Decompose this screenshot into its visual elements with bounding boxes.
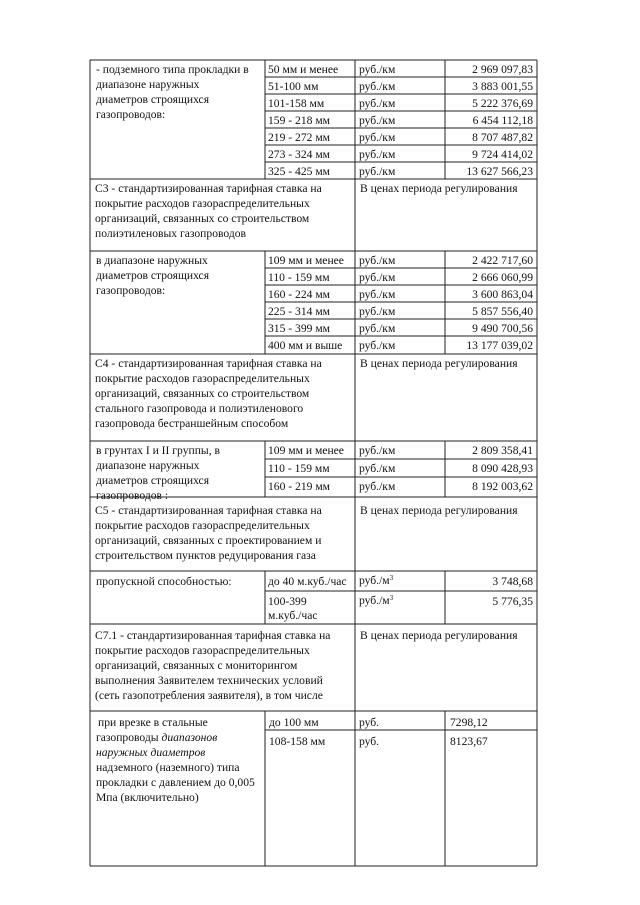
title-line: покрытие расходов газораспределительных [95, 644, 310, 657]
unit-cell: руб./км [359, 63, 396, 76]
diameter-cell: 109 мм и менее [268, 444, 344, 457]
diameter-cell: 225 - 314 мм [268, 305, 331, 318]
label-line: диаметров строящихся [96, 269, 210, 282]
unit-cell: руб. [359, 735, 380, 748]
diameter-cell: 101-158 мм [268, 97, 325, 110]
unit-cell [359, 573, 393, 588]
label-line: при врезке в стальные [98, 716, 208, 729]
unit-cell: руб. [359, 716, 380, 729]
diameter-cell: до 100 мм [269, 716, 319, 729]
diameter-cell: 159 - 218 мм [268, 114, 331, 127]
unit-base: руб./м [359, 574, 390, 587]
label-line [96, 730, 217, 745]
unit-cell: руб./км [359, 288, 396, 301]
c5-label: пропускной способностью: [96, 575, 232, 588]
title-line: С5 - стандартизированная тарифная ставка на [95, 504, 322, 517]
label-line: диапазоне наружных [96, 78, 200, 91]
value-cell: 2 809 358,41 [472, 444, 533, 457]
diameter-cell: 325 - 425 мм [268, 165, 331, 178]
diameter-cell: 50 мм и менее [268, 63, 339, 76]
value-cell: 5 857 556,40 [472, 305, 533, 318]
diameter-cell: 110 - 159 мм [268, 462, 330, 475]
label-line: Мпа (включительно) [96, 791, 199, 804]
label-line: прокладки с давлением до 0,005 [96, 776, 255, 789]
unit-cell: руб./км [359, 97, 396, 110]
value-cell: 2 969 097,83 [472, 63, 533, 76]
value-cell: 8 707 487,82 [472, 131, 533, 144]
label-line: в диапазоне наружных [96, 254, 208, 267]
unit-cell: руб./км [359, 271, 396, 284]
unit-cell: руб./км [359, 305, 396, 318]
diameter-cell: 110 - 159 мм [268, 271, 330, 284]
label-line: газопроводов : [96, 489, 169, 502]
diameter-cell: 400 мм и выше [268, 339, 343, 352]
title-line: С3 - стандартизированная тарифная ставка на [95, 182, 322, 195]
label-text-italic: диапазонов [158, 731, 218, 744]
unit-cell: руб./км [359, 462, 396, 475]
c71-price-note: В ценах периода регулирования [360, 629, 518, 642]
title-line: С4 - стандартизированная тарифная ставка на [95, 357, 322, 370]
unit-superscript: 3 [389, 574, 394, 582]
value-cell: 5 222 376,69 [472, 97, 533, 110]
unit-cell: руб./км [359, 480, 396, 493]
label-line: диаметров строящихся [96, 474, 210, 487]
diameter-cell: 160 - 219 мм [268, 480, 331, 493]
c4-price-note: В ценах периода регулирования [360, 357, 518, 370]
diameter-cell: 109 мм и менее [268, 254, 344, 267]
label-line: газопроводов: [96, 108, 166, 121]
value-cell: 13 627 566,23 [466, 165, 533, 178]
unit-cell: руб./км [359, 444, 396, 457]
value-cell: 9 490 700,56 [472, 322, 533, 335]
title-line: покрытие расходов газораспределительных [95, 197, 310, 210]
title-line: строительством пунктов редуцирования газа [95, 549, 316, 562]
diameter-cell: 160 - 224 мм [268, 288, 331, 301]
value-cell: 2 666 060,99 [472, 271, 533, 284]
value-cell: 8123,67 [450, 735, 488, 748]
value-cell: 6 454 112,18 [472, 114, 533, 127]
title-line: газопровода бестраншейным способом [95, 417, 289, 430]
capacity-cell: 100-399 [268, 595, 307, 608]
unit-cell: руб./км [359, 339, 396, 352]
unit-cell: руб./км [359, 165, 396, 178]
label-line: наружных диаметров [96, 746, 206, 759]
title-line: покрытие расходов газораспределительных [95, 519, 310, 532]
title-line: организаций, связанных с мониторингом [95, 659, 298, 672]
capacity-cell: м.куб./час [268, 609, 318, 622]
unit-cell: руб./км [359, 254, 396, 267]
unit-cell: руб./км [359, 80, 396, 93]
title-line: С7.1 - стандартизированная тарифная ставка на [95, 629, 331, 642]
title-line: стального газопровода и полиэтиленового [95, 402, 304, 415]
title-line: организаций, связанных с проектированием и [95, 534, 322, 547]
unit-cell [359, 593, 393, 608]
title-line: организаций, связанных со строительством [95, 212, 310, 225]
title-line: полиэтиленовых газопроводов [95, 227, 247, 240]
label-line: - подземного типа прокладки в [96, 63, 249, 76]
unit-superscript: 3 [389, 594, 394, 602]
value-cell: 2 422 717,60 [472, 254, 533, 267]
label-line: надземного (наземного) типа [96, 761, 240, 774]
c5-price-note: В ценах периода регулирования [360, 504, 518, 517]
unit-cell: руб./км [359, 114, 396, 127]
value-cell: 5 776,35 [492, 595, 533, 608]
unit-cell: руб./км [359, 322, 396, 335]
unit-cell: руб./км [359, 148, 396, 161]
value-cell: 8 090 428,93 [472, 462, 533, 475]
title-line: (сеть газопотребления заявителя), в том числе [95, 689, 323, 702]
value-cell: 8 192 003,62 [472, 480, 533, 493]
c3-price-note: В ценах периода регулирования [360, 182, 518, 195]
title-line: организаций, связанных со строительством [95, 387, 310, 400]
title-line: покрытие расходов газораспределительных [95, 372, 310, 385]
diameter-cell: 108-158 мм [269, 735, 326, 748]
value-cell: 3 883 001,55 [472, 80, 533, 93]
value-cell: 3 748,68 [492, 575, 533, 588]
value-cell: 9 724 414,02 [472, 148, 533, 161]
label-text: газопроводы [96, 731, 159, 744]
diameter-cell: 315 - 399 мм [268, 322, 331, 335]
title-line: выполнения Заявителем технических условий [95, 674, 323, 687]
value-cell: 7298,12 [450, 716, 488, 729]
unit-cell: руб./км [359, 131, 396, 144]
label-line: диаметров строящихся [96, 93, 210, 106]
diameter-cell: 219 - 272 мм [268, 131, 331, 144]
value-cell: 13 177 039,02 [466, 339, 533, 352]
capacity-cell: до 40 м.куб./час [268, 575, 347, 588]
diameter-cell: 273 - 324 мм [268, 148, 331, 161]
label-line: газопроводов: [96, 284, 166, 297]
label-line: диапазоне наружных [96, 459, 200, 472]
unit-base: руб./м [359, 594, 390, 607]
value-cell: 3 600 863,04 [472, 288, 533, 301]
label-line: в грунтах I и II группы, в [96, 444, 220, 457]
diameter-cell: 51-100 мм [268, 80, 319, 93]
